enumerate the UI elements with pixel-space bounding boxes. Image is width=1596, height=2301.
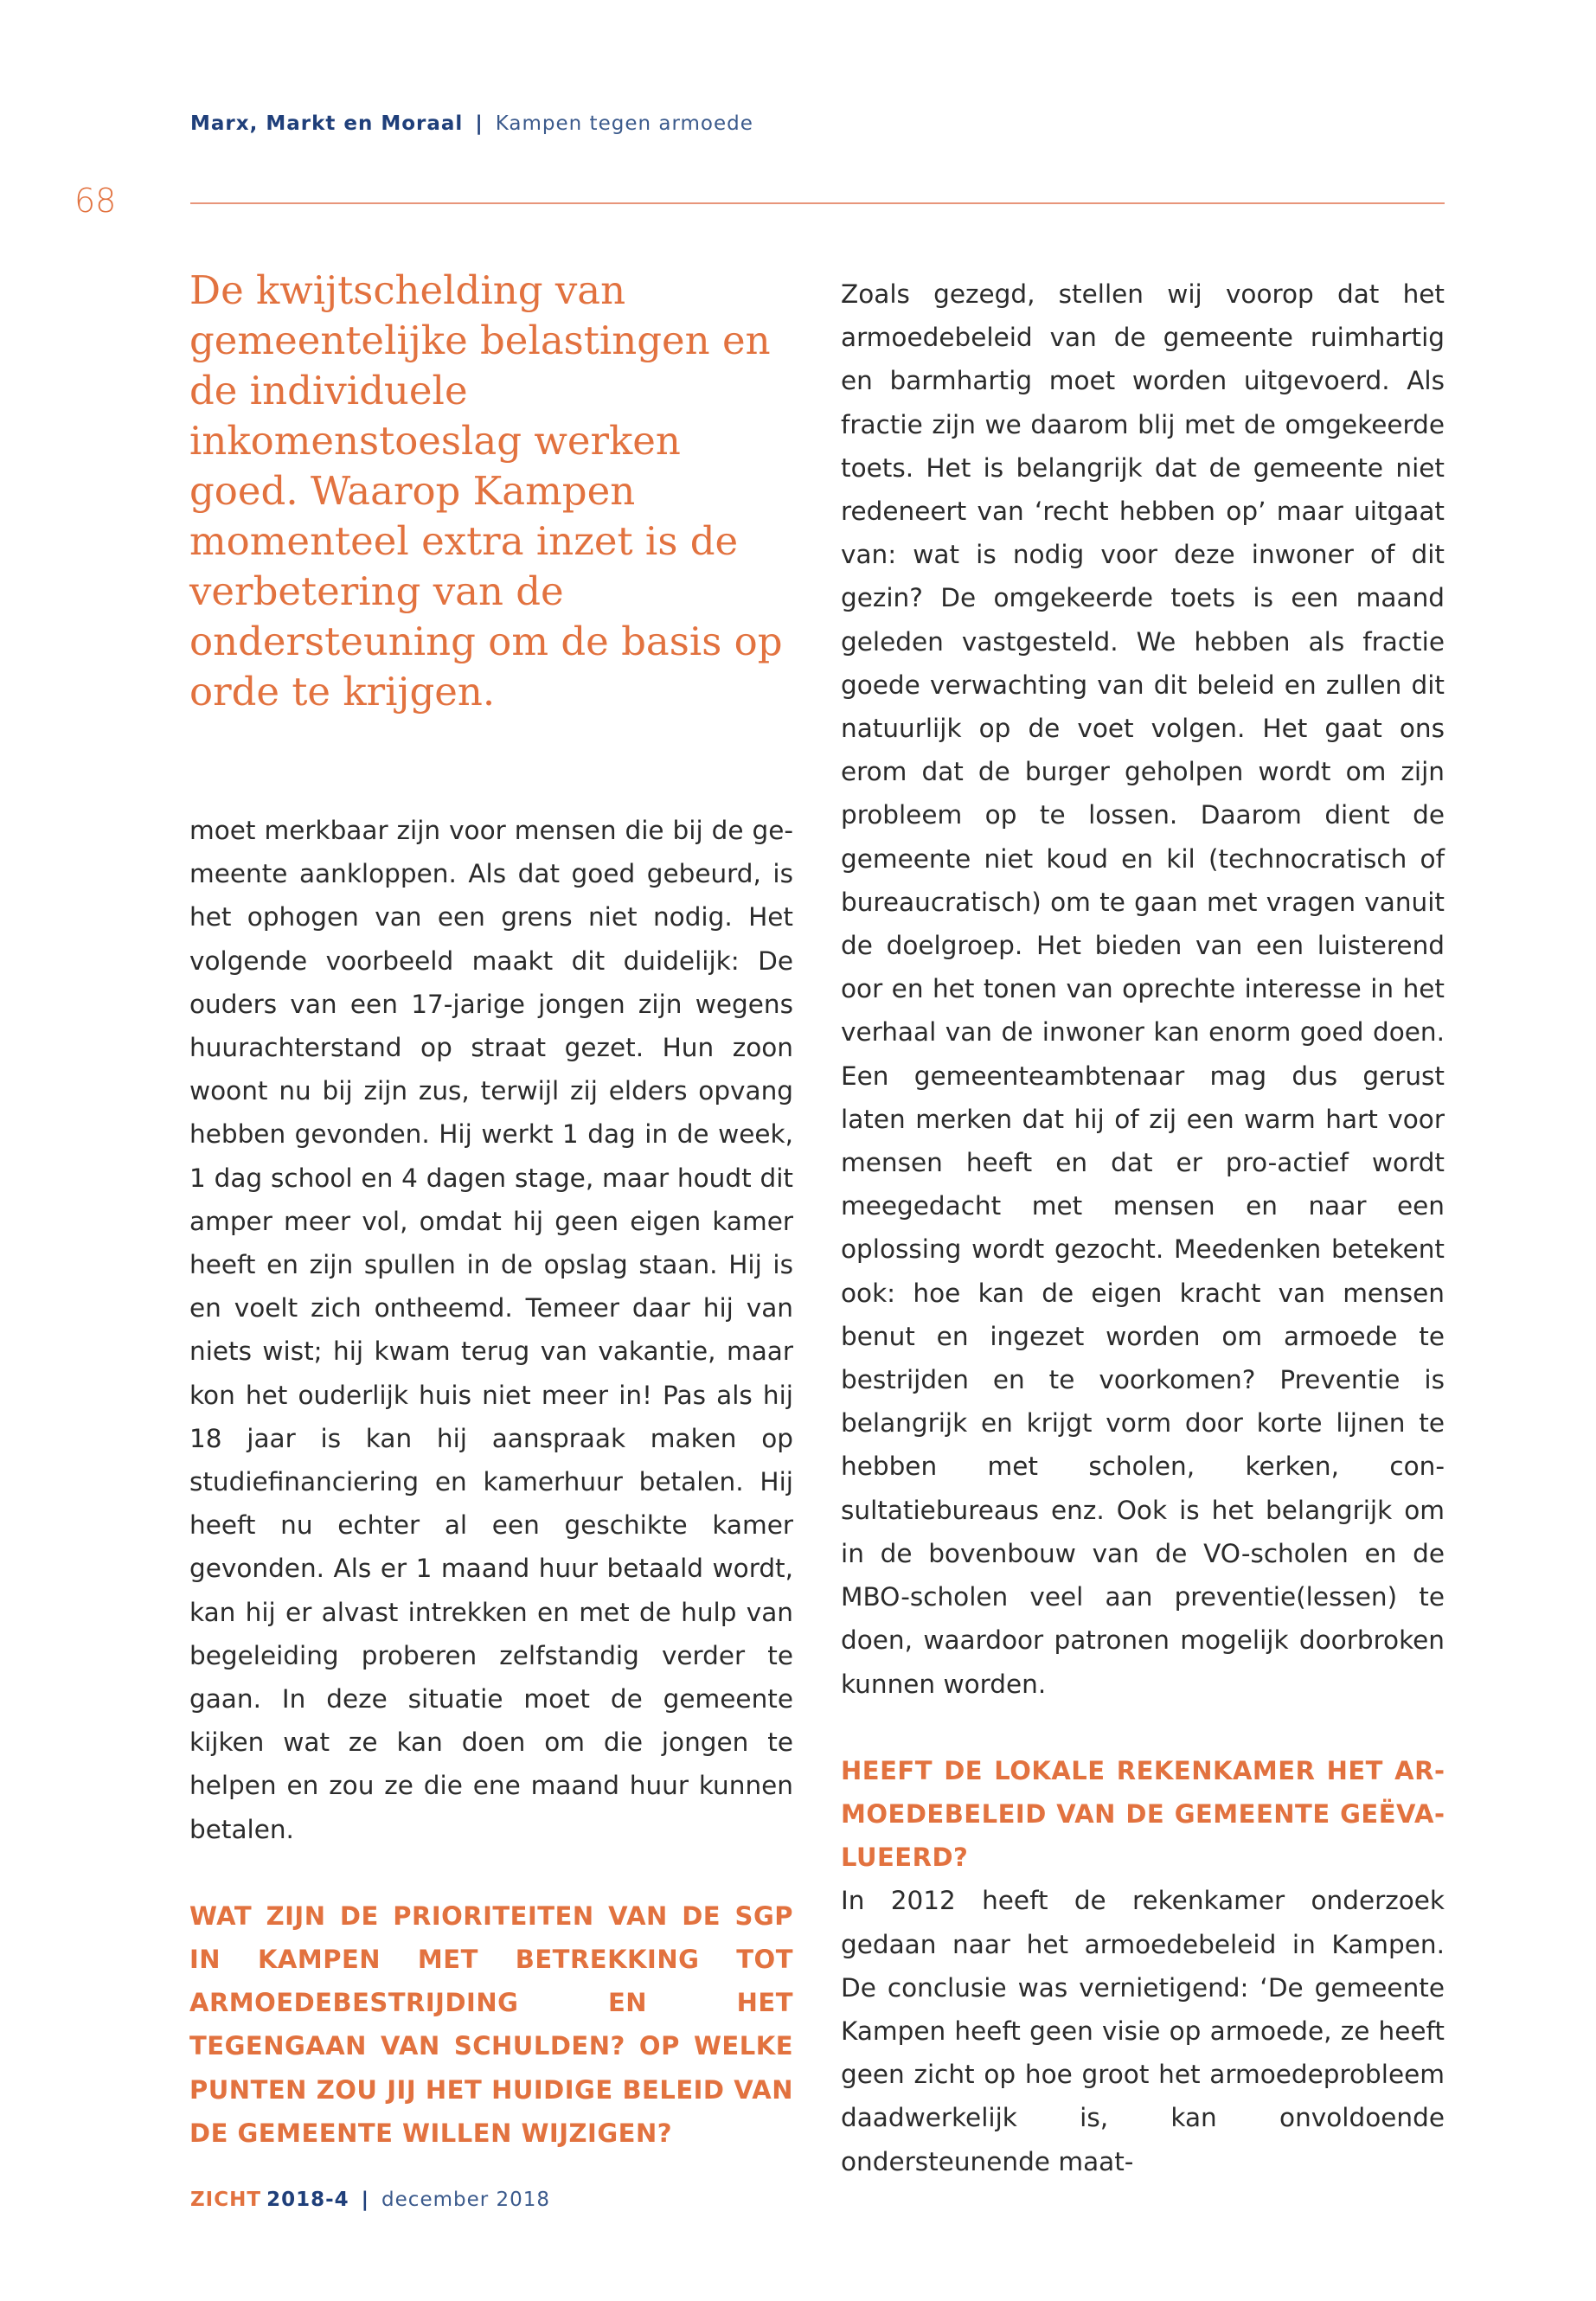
running-footer: [190, 2189, 550, 2211]
header-rule: [190, 202, 1445, 204]
header-separator: |: [475, 112, 484, 135]
right-paragraph-1: Zoals gezegd, stellen wij voorop dat het armoedebeleid van de gemeente ruimhartig en barmhartig moet worden uitgevoerd. Als fractie zijn we daarom blij met de omgekeerde toets. Het is belangrijk dat de gemeente niet redeneert van ‘recht hebben op’ maar uitgaat van: wat is nodig voor deze inwoner of dit gezin? De omgekeerde toets is een maand geleden vastgesteld. We hebben als fractie goede verwachting van dit beleid en zullen dit natuurlijk op de voet volgen. Het gaat ons erom dat de burger geholpen wordt om zijn probleem op te lossen. Daarom dient de gemeente niet koud en kil (technocratisch of bureaucratisch) om te gaan met vragen vanuit de doelgroep. Het bieden van een luisterend oor en het tonen van oprechte interesse in het verhaal van de inwoner kan enorm goed doen. Een gemeenteambtenaar mag dus gerust laten merken dat hij of zij een warm hart voor mensen heeft en dat er pro-actief wordt meegedacht met mensen en naar een oplossing wordt gezocht. Meedenken betekent ook: hoe kan de eigen kracht van mensen benut en ingezet worden om armoede te bestrijden en te voorkomen? Preventie is belangrijk en krijgt vorm door korte lijnen te hebben met scholen, kerken, consultatiebureaus enz. Ook is het belangrijk om in de bovenbouw van de VO-scholen en de MBO-scholen veel aan preventie(lessen) te doen, waardoor patronen mogelijk doorbroken kunnen worden.: [841, 279, 1445, 1699]
article-title: Kampen tegen armoede: [495, 112, 753, 135]
issue-number: 2018-4: [266, 2189, 349, 2211]
left-paragraph-1: moet merkbaar zijn voor mensen die bij de gemeente aankloppen. Als dat goed gebeurd, is het ophogen van een grens niet nodig. Het volgende voorbeeld maakt dit duidelijk: De ouders van een 17-jarige jongen zijn wegens huurachterstand op straat gezet. Hun zoon woont nu bij zijn zus, terwijl zij elders opvang hebben gevonden. Hij werkt 1 dag in de week, 1 dag school en 4 dagen stage, maar houdt dit amper meer vol, omdat hij geen eigen kamer heeft en zijn spullen in de opslag staan. Hij is en voelt zich ontheemd. Temeer daar hij van niets wist; hij kwam terug van vakantie, maar kon het ouderlijk huis niet meer in! Pas als hij 18 jaar is kan hij aanspraak maken op studiefinanciering en kamerhuur betalen. Hij heeft nu echter al een geschikte kamer gevonden. Als er 1 maand huur betaald wordt, kan hij er alvast intrekken en met de hulp van begeleiding proberen zelfstandig verder te gaan. In deze situatie moet de gemeente kijken wat ze kan doen om die jongen te helpen en zou ze die ene maand huur kunnen betalen.: [189, 816, 793, 1844]
pull-quote: De kwijtschelding van gemeentelijke belastingen en de individuele inkomenstoeslag werken goed. Waarop Kampen momenteel extra inzet is de verbetering van de ondersteuning om de basis op orde te krijgen.: [189, 267, 783, 715]
interview-question-2: HEEFT DE LOKALE REKENKAMER HET ARMOEDEBELEID VAN DE GEMEENTE GEËVALUEERD?: [841, 1755, 1445, 1873]
left-column: [189, 266, 793, 2155]
footer-separator: |: [361, 2189, 370, 2211]
issue-date: december 2018: [381, 2189, 551, 2211]
paragraph-gap: [841, 1706, 1445, 1749]
running-header: [190, 112, 753, 135]
magazine-name: ZICHT: [190, 2189, 262, 2211]
right-paragraph-2: In 2012 heeft de rekenkamer onderzoek gedaan naar het armoedebeleid in Kampen. De conclusie was vernietigend: ‘De gemeente Kampen heeft geen visie op armoede, ze heeft geen zicht op hoe groot het armoedeprobleem daadwerkelijk is, kan onvoldoende ondersteunende maat-: [841, 1886, 1445, 2176]
paragraph-gap: [189, 1851, 793, 1894]
left-body: [189, 809, 793, 2155]
right-column: [841, 272, 1445, 2183]
page-number: 68: [74, 182, 117, 220]
interview-question-1: WAT ZIJN DE PRIORITEITEN VAN DE SGP IN KAMPEN MET BETREKKING TOT ARMOEDEBESTRIJDING EN HET TEGENGAAN VAN SCHULDEN? OP WELKE PUNTEN ZOU JIJ HET HUIDIGE BELEID VAN DE GEMEENTE WILLEN WIJZIGEN?: [189, 1900, 793, 2148]
series-title: Marx, Markt en Moraal: [190, 112, 464, 135]
